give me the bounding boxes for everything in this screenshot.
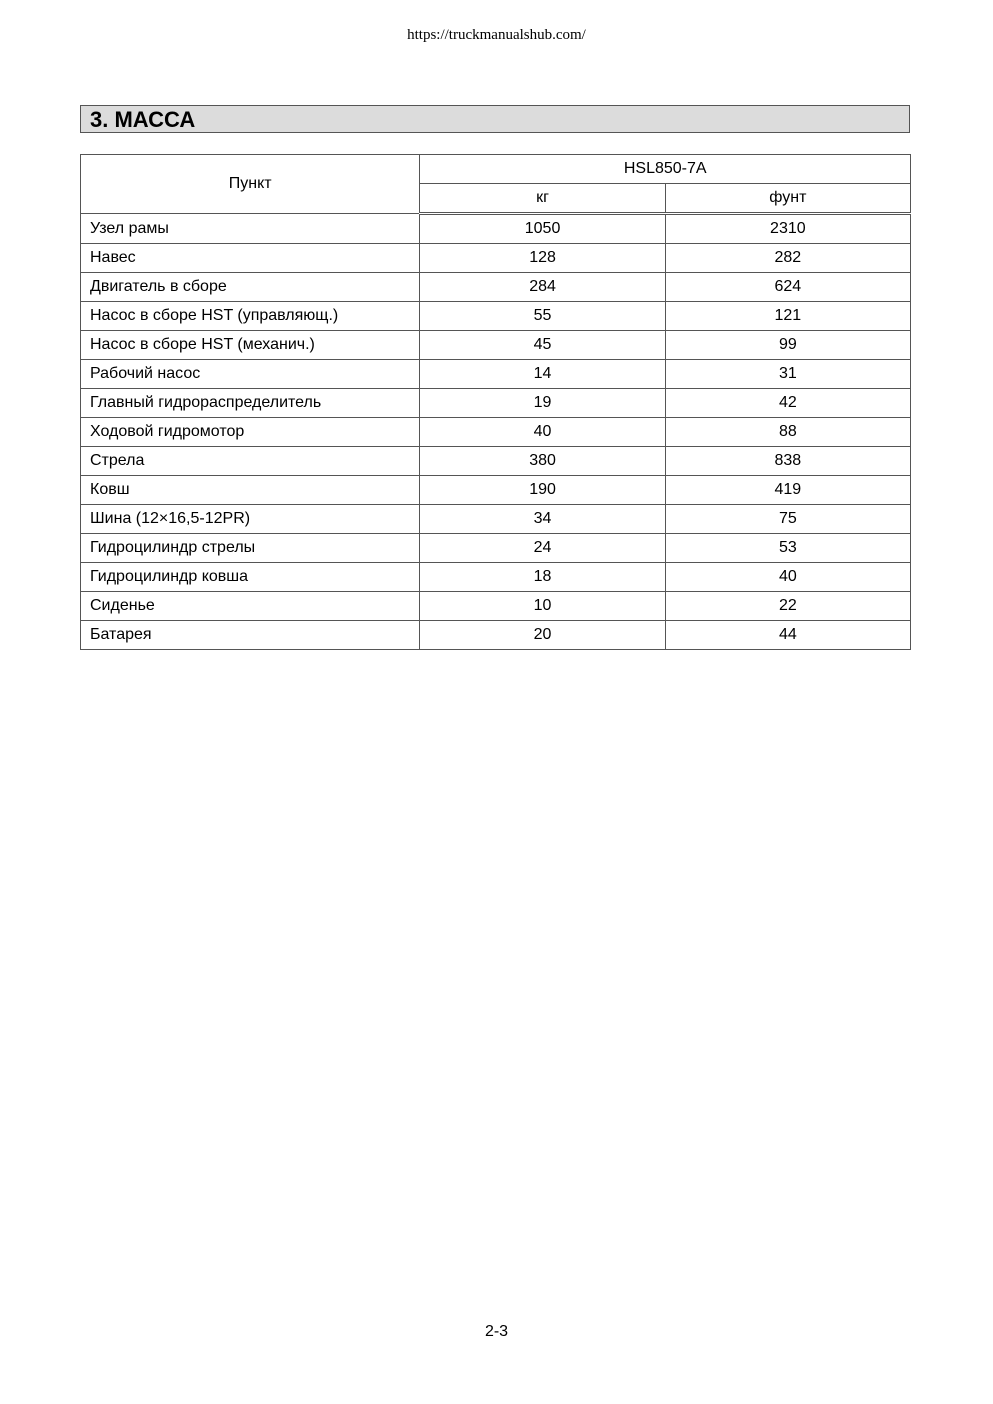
table-row [81,360,911,389]
table-row [81,331,911,360]
row-mass-lb: 44 [665,621,910,650]
row-mass-lb: 121 [665,302,910,331]
row-item-name: Сиденье [81,592,420,621]
row-mass-kg: 190 [420,476,665,505]
page-url: https://truckmanualshub.com/ [407,27,586,43]
row-mass-kg: 18 [420,563,665,592]
row-mass-kg: 45 [420,331,665,360]
table-row [81,534,911,563]
row-mass-lb: 99 [665,331,910,360]
kg-column-header: кг [420,184,665,214]
row-item-name: Насос в сборе HST (механич.) [81,331,420,360]
item-column-header: Пункт [81,155,420,214]
row-mass-kg: 1050 [420,214,665,244]
row-item-name: Двигатель в сборе [81,273,420,302]
row-item-name: Узел рамы [81,214,420,244]
row-mass-kg: 20 [420,621,665,650]
row-mass-kg: 284 [420,273,665,302]
mass-table [80,154,911,650]
row-mass-kg: 14 [420,360,665,389]
row-mass-kg: 55 [420,302,665,331]
table-row [81,244,911,273]
row-mass-lb: 419 [665,476,910,505]
model-column-header: HSL850-7A [420,155,911,184]
row-item-name: Стрела [81,447,420,476]
table-header-row [81,155,911,184]
row-mass-lb: 2310 [665,214,910,244]
row-mass-lb: 53 [665,534,910,563]
table-row [81,621,911,650]
table-row [81,302,911,331]
table-row [81,273,911,302]
row-item-name: Гидроцилиндр стрелы [81,534,420,563]
section-title: 3. МАССА [90,107,196,132]
table-row [81,418,911,447]
row-item-name: Главный гидрораспределитель [81,389,420,418]
row-item-name: Рабочий насос [81,360,420,389]
row-mass-lb: 282 [665,244,910,273]
row-item-name: Насос в сборе HST (управляющ.) [81,302,420,331]
row-mass-lb: 838 [665,447,910,476]
row-item-name: Батарея [81,621,420,650]
row-mass-kg: 10 [420,592,665,621]
row-mass-kg: 24 [420,534,665,563]
row-mass-lb: 22 [665,592,910,621]
page-number: 2-3 [484,1323,509,1340]
row-mass-kg: 380 [420,447,665,476]
row-mass-kg: 19 [420,389,665,418]
row-item-name: Навес [81,244,420,273]
table-row [81,214,911,244]
row-mass-lb: 75 [665,505,910,534]
row-mass-lb: 31 [665,360,910,389]
row-item-name: Ковш [81,476,420,505]
table-row [81,592,911,621]
lb-column-header: фунт [665,184,910,214]
row-mass-lb: 88 [665,418,910,447]
row-mass-kg: 128 [420,244,665,273]
row-item-name: Гидроцилиндр ковша [81,563,420,592]
table-row [81,447,911,476]
row-mass-lb: 42 [665,389,910,418]
table-body [81,214,911,650]
table-row [81,389,911,418]
row-mass-lb: 624 [665,273,910,302]
table-row [81,476,911,505]
row-item-name: Шина (12×16,5-12PR) [81,505,420,534]
row-mass-kg: 34 [420,505,665,534]
table-row [81,505,911,534]
table-row [81,563,911,592]
section-title-bar [80,105,910,133]
row-mass-lb: 40 [665,563,910,592]
row-mass-kg: 40 [420,418,665,447]
row-item-name: Ходовой гидромотор [81,418,420,447]
